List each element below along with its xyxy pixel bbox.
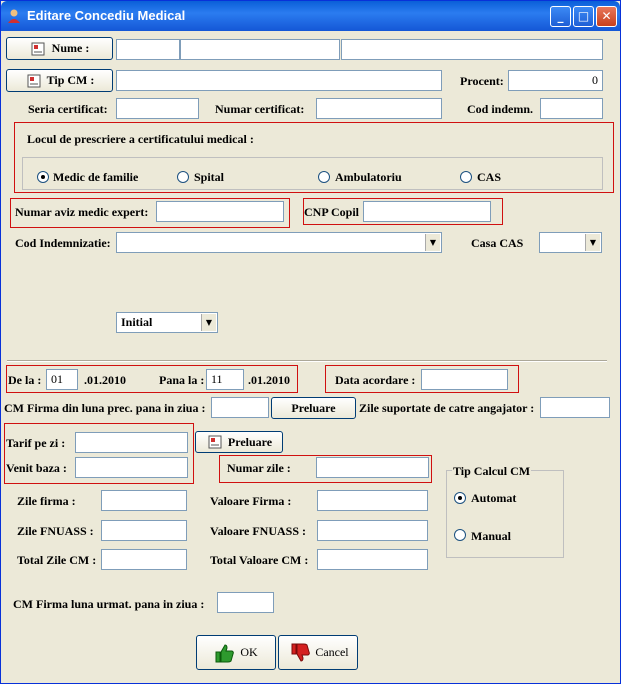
thumbs-up-icon: [213, 642, 235, 664]
nume-button-label: Nume :: [51, 41, 90, 55]
tip-cm-button-label: Tip CM :: [46, 73, 95, 87]
cancel-button[interactable]: [278, 635, 358, 670]
minimize-button[interactable]: _: [550, 6, 571, 27]
option-spital[interactable]: Spital: [194, 170, 225, 184]
app-icon: [6, 8, 22, 24]
chevron-down-icon[interactable]: ▼: [585, 234, 600, 251]
tarif-label: Tarif pe zi :: [6, 436, 66, 450]
nume-field-1[interactable]: [116, 39, 180, 60]
option-cas[interactable]: CAS: [477, 170, 502, 184]
radio-ambulatoriu[interactable]: [318, 171, 330, 183]
card-icon: [27, 74, 41, 88]
seria-field[interactable]: [116, 98, 199, 119]
data-acordare-label: Data acordare :: [335, 373, 416, 387]
venit-field[interactable]: [75, 457, 188, 478]
total-zile-label: Total Zile CM :: [17, 553, 97, 567]
preluare-tarif-button[interactable]: [195, 431, 283, 453]
zile-suportate-field[interactable]: [540, 397, 610, 418]
option-automat[interactable]: Automat: [471, 491, 517, 505]
cnp-field[interactable]: [363, 201, 491, 222]
pana-la-suffix: .01.2010: [248, 373, 290, 387]
preluare-cm-button[interactable]: Preluare: [271, 397, 356, 419]
zile-firma-label: Zile firma :: [17, 494, 76, 508]
thumbs-down-icon: [289, 642, 311, 664]
venit-label: Venit baza :: [6, 461, 67, 475]
tarif-field[interactable]: [75, 432, 188, 453]
valoare-firma-field[interactable]: [317, 490, 428, 511]
valoare-fnuass-field[interactable]: [317, 520, 428, 541]
tip-select-value: Initial: [121, 315, 153, 329]
cod-indemn-field[interactable]: [540, 98, 603, 119]
cancel-label: Cancel: [315, 645, 349, 659]
radio-manual[interactable]: [454, 529, 466, 541]
close-button[interactable]: ✕: [596, 6, 617, 27]
data-acordare-field[interactable]: [421, 369, 508, 390]
cod-indemn-label: Cod indemn.: [467, 102, 534, 116]
option-ambulatoriu[interactable]: Ambulatoriu: [335, 170, 402, 184]
numar-zile-label: Numar zile :: [227, 461, 291, 475]
casa-cas-select[interactable]: [539, 232, 602, 253]
radio-automat[interactable]: [454, 492, 466, 504]
numar-zile-field[interactable]: [316, 457, 429, 478]
prescription-place-label: Locul de prescriere a certificatului medical :: [27, 132, 254, 146]
valoare-firma-label: Valoare Firma :: [210, 494, 292, 508]
aviz-label: Numar aviz medic expert:: [15, 205, 149, 219]
numar-certificat-label: Numar certificat:: [215, 102, 305, 116]
cod-indemnizatie-label: Cod Indemnizatie:: [15, 236, 111, 250]
total-valoare-field[interactable]: [317, 549, 428, 570]
card-icon: [208, 435, 222, 449]
option-manual[interactable]: Manual: [471, 529, 512, 543]
cm-firma-field[interactable]: [211, 397, 269, 418]
nume-button[interactable]: [6, 37, 113, 60]
radio-medic-familie[interactable]: [37, 171, 49, 183]
radio-spital[interactable]: [177, 171, 189, 183]
total-valoare-label: Total Valoare CM :: [210, 553, 309, 567]
aviz-field[interactable]: [156, 201, 284, 222]
ok-button[interactable]: [196, 635, 276, 670]
cm-urmat-label: CM Firma luna urmat. pana in ziua :: [13, 597, 205, 611]
card-icon: [31, 42, 45, 56]
cm-urmat-field[interactable]: [217, 592, 274, 613]
nume-field-3[interactable]: [341, 39, 603, 60]
cm-firma-label: CM Firma din luna prec. pana in ziua :: [4, 401, 206, 415]
de-la-suffix: .01.2010: [84, 373, 126, 387]
procent-label: Procent:: [460, 74, 504, 88]
pana-la-label: Pana la :: [159, 373, 205, 387]
total-zile-field[interactable]: [101, 549, 187, 570]
chevron-down-icon[interactable]: ▼: [201, 314, 216, 331]
pana-la-day-field[interactable]: 11: [206, 369, 244, 390]
cod-indemnizatie-select[interactable]: [116, 232, 442, 253]
zile-fnuass-label: Zile FNUASS :: [17, 524, 94, 538]
tip-cm-field[interactable]: [116, 70, 442, 91]
cnp-label: CNP Copil: [304, 205, 360, 219]
de-la-label: De la :: [8, 373, 42, 387]
nume-field-2[interactable]: [180, 39, 340, 60]
maximize-button[interactable]: □: [573, 6, 594, 27]
title-bar[interactable]: [1, 1, 620, 31]
radio-cas[interactable]: [460, 171, 472, 183]
de-la-day-field[interactable]: 01: [46, 369, 78, 390]
chevron-down-icon[interactable]: ▼: [425, 234, 440, 251]
divider: [7, 360, 607, 362]
window-title: Editare Concediu Medical: [27, 8, 186, 23]
valoare-fnuass-label: Valoare FNUASS :: [210, 524, 307, 538]
procent-field[interactable]: 0: [508, 70, 603, 91]
casa-cas-label: Casa CAS: [471, 236, 524, 250]
tip-calcul-group: [446, 470, 564, 558]
zile-suportate-label: Zile suportate de catre angajator :: [359, 401, 535, 415]
ok-label: OK: [240, 645, 258, 659]
preluare-tarif-label: Preluare: [227, 435, 273, 449]
tip-cm-button[interactable]: [6, 69, 113, 92]
seria-label: Seria certificat:: [28, 102, 108, 116]
option-medic-familie[interactable]: Medic de familie: [53, 170, 139, 184]
tip-calcul-label: Tip Calcul CM: [453, 464, 531, 478]
tip-select[interactable]: [116, 312, 218, 333]
zile-firma-field[interactable]: [101, 490, 187, 511]
numar-certificat-field[interactable]: [316, 98, 442, 119]
zile-fnuass-field[interactable]: [101, 520, 187, 541]
